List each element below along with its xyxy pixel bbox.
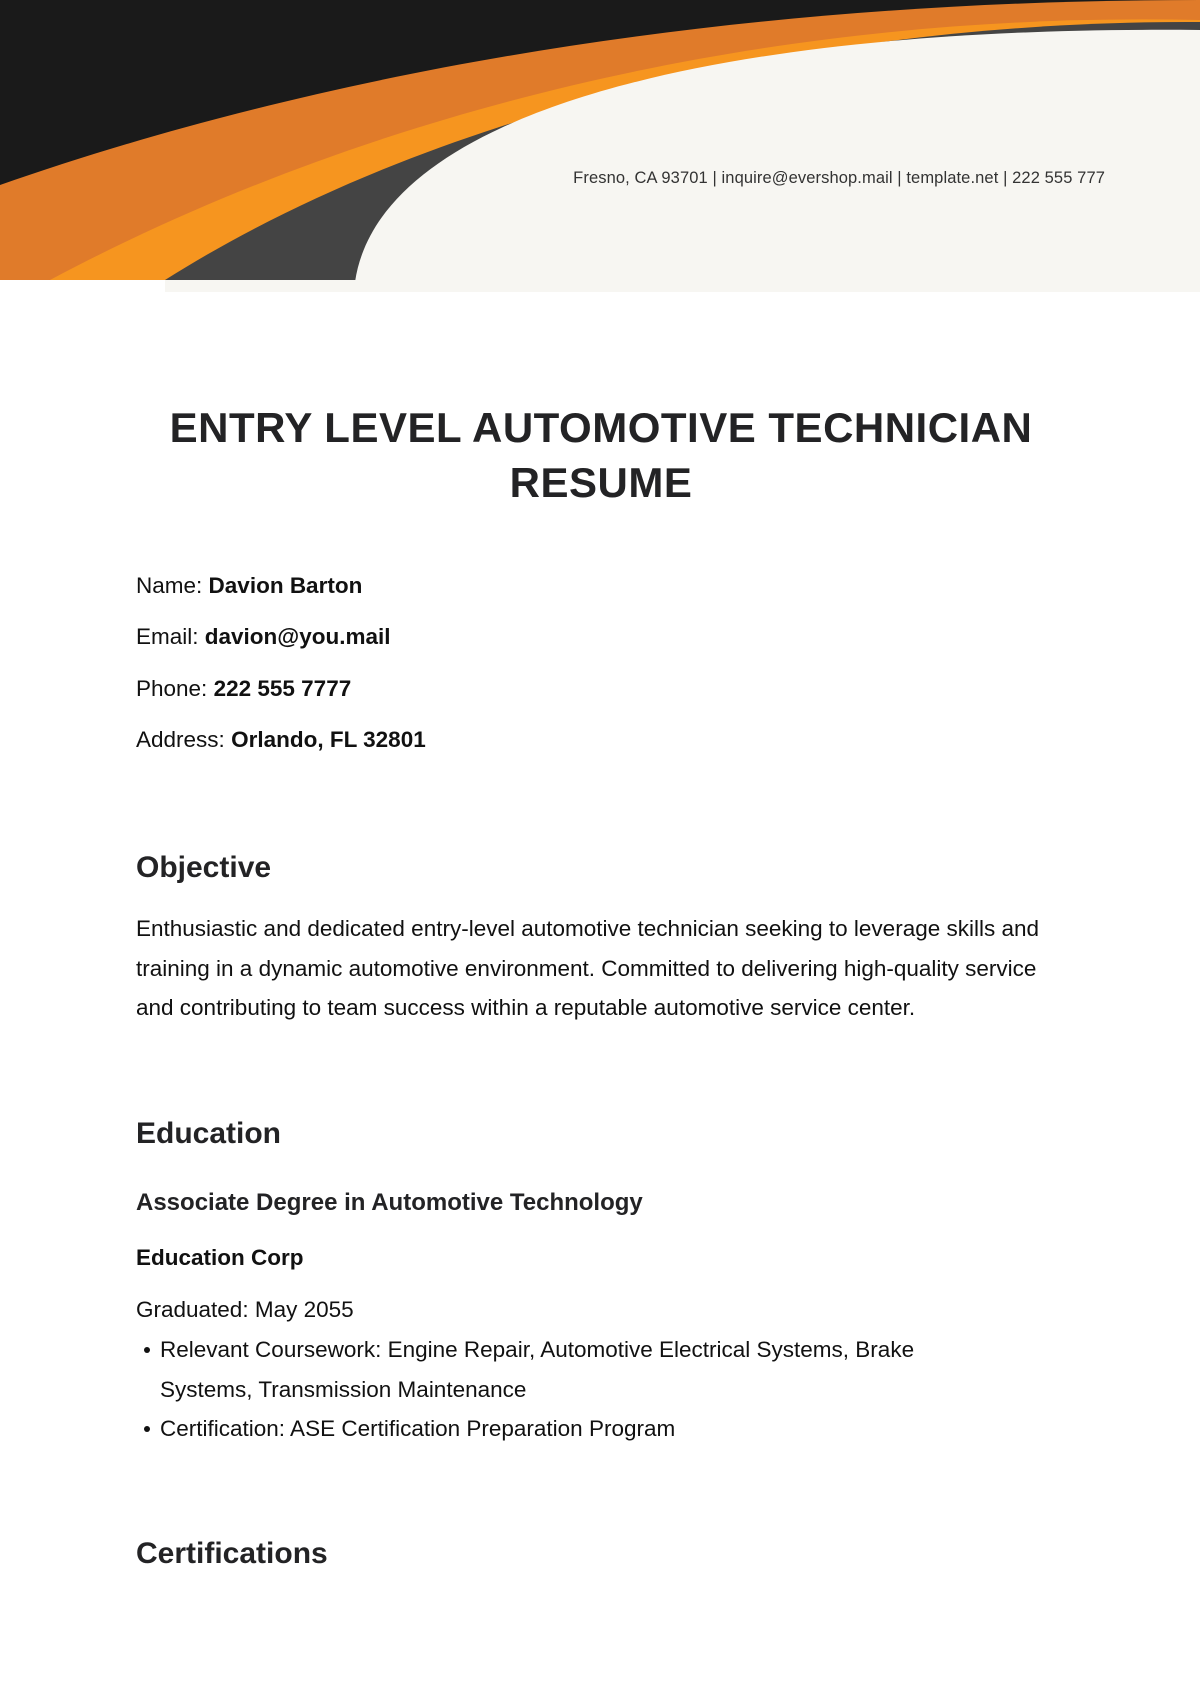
header-bottom-strip <box>0 280 1200 292</box>
name-value: Davion Barton <box>208 573 363 598</box>
address-label: Address: <box>136 727 225 752</box>
address-value: Orlando, FL 32801 <box>231 727 426 752</box>
header-bottom-left-strip <box>0 280 165 292</box>
header-contact-line: Fresno, CA 93701 | inquire@evershop.mail | template.net | 222 555 777 <box>573 169 1105 187</box>
name-label: Name: <box>136 573 203 598</box>
email-label: Email: <box>136 624 199 649</box>
name-field <box>136 573 362 599</box>
address-field <box>136 727 426 753</box>
email-field <box>136 624 391 650</box>
education-bullet-text: Certification: ASE Certification Preparation Program <box>160 1416 676 1441</box>
header-banner <box>0 0 1200 292</box>
education-bullet-text: Relevant Coursework: Engine Repair, Automotive Electrical Systems, Brake Systems, Transmission Maintenance <box>160 1337 915 1402</box>
email-value: davion@you.mail <box>204 624 391 649</box>
phone-value: 222 555 7777 <box>213 676 352 701</box>
education-heading: Education <box>136 1117 282 1150</box>
list-item <box>136 1409 966 1449</box>
education-degree: Associate Degree in Automotive Technology <box>136 1189 643 1216</box>
page-title: ENTRY LEVEL AUTOMOTIVE TECHNICIAN RESUME <box>169 404 1033 506</box>
phone-label: Phone: <box>136 676 208 701</box>
bullet-icon <box>144 1426 150 1432</box>
phone-field <box>136 676 351 702</box>
list-item <box>136 1330 966 1409</box>
bullet-icon <box>144 1347 150 1353</box>
education-graduated: Graduated: May 2055 <box>136 1297 354 1322</box>
certifications-heading: Certifications <box>136 1537 328 1570</box>
objective-heading: Objective <box>136 851 272 884</box>
header-swoosh-graphic <box>0 0 1200 292</box>
education-school: Education Corp <box>136 1245 304 1270</box>
education-bullet-list <box>136 1330 966 1449</box>
objective-text: Enthusiastic and dedicated entry-level automotive technician seeking to leverage skills and training in a dynamic automotive environment. Committed to delivering high-quality service and contributing to team success within a reputable automotive service center. <box>136 916 1040 1020</box>
